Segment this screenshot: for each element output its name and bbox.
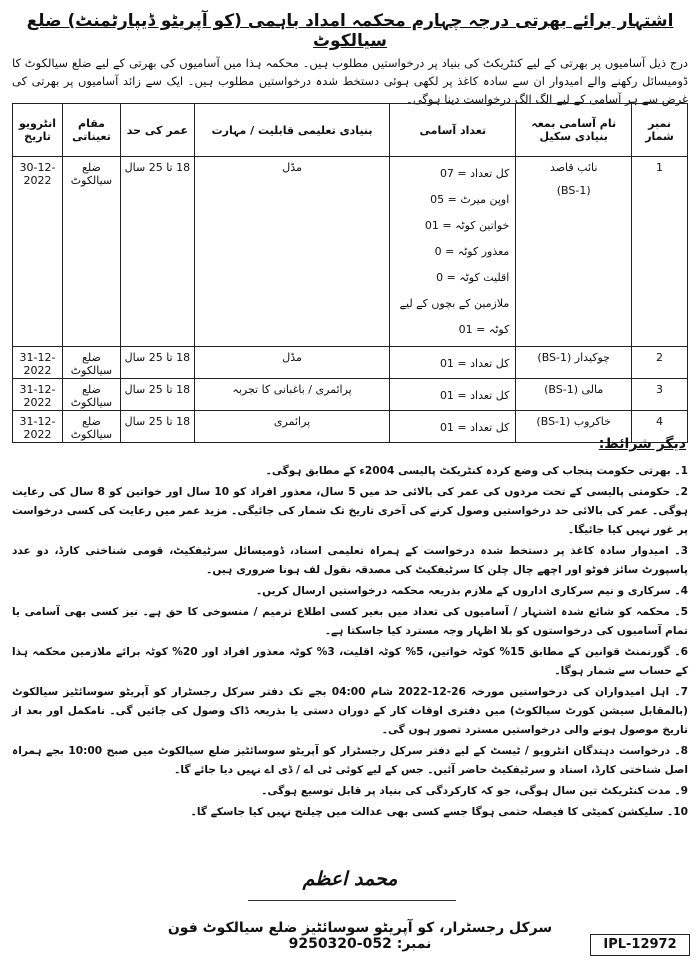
conditions-heading: دیگر شرائط: <box>598 436 686 452</box>
advertisement-title: اشتہار برائے بھرتی درجہ چہارم محکمہ امداد باہمی (کو آپریٹو ڈیپارٹمنٹ) ضلع سیالکوٹ <box>26 11 674 51</box>
header-count: تعداد آسامی <box>390 104 516 157</box>
posts-table <box>12 103 688 443</box>
condition-item: 7۔ اہل امیدواران کی درخواستیں مورخہ 26-12-2022 شام 04:00 بجے تک دفتر سرکل رجسٹرار کو آپریٹو سوسائٹیز سیالکوٹ (بالمقابل سیشن کورٹ سیالکوٹ) میں دفتری اوقات کار کے دوران دستی یا بذریعہ ڈاک وصول کی جائیں گی۔ نامکمل اور بعد از تاریخ موصول ہونے والی درخواستیں مسترد تصور ہوں گی۔ <box>12 686 688 736</box>
count-line: کل تعداد = 01 <box>439 389 510 402</box>
intro-paragraph: درج ذیل آسامیوں پر بھرتی کے لیے کنٹریکٹ کی بنیاد پر درخواستیں مطلوب ہیں۔ محکمہ ہذا میں آسامیوں کی بھرتی کے لیے ضلع سیالکوٹ کا ڈومیسائل رکھنے والے امیدوار ان سے سادہ کاغذ پر لکھی ہوئی دستخط شدہ درخواستیں مطلوب ہیں۔ ایک سے زائد آسامیوں پر بھرتی کی غرض سے ہر آسامی کے لیے الگ الگ درخواست دینا ہوگی۔ <box>12 56 688 106</box>
row-posting: ضلع سیالکوٹ <box>63 157 121 347</box>
row-post-name: نائب قاصد <box>549 161 598 174</box>
row-serial: 2 <box>632 347 688 379</box>
header-interview: انٹرویو تاریخ <box>13 104 63 157</box>
row-post: خاکروب (BS-1) <box>516 411 632 443</box>
header-post: نام آسامی بمعہ بنیادی سکیل <box>516 104 632 157</box>
row-qualification: پرائمری <box>194 411 390 443</box>
row-count <box>390 411 516 443</box>
row-interview: 31-12-2022 <box>13 347 63 379</box>
header-qualification: بنیادی تعلیمی قابلیت / مہارت <box>194 104 390 157</box>
signature: محمد اعظم <box>302 868 398 890</box>
condition-item: 4۔ سرکاری و نیم سرکاری اداروں کے ملازم بذریعہ محکمہ درخواستیں ارسال کریں۔ <box>255 585 688 597</box>
footer-contact: سرکل رجسٹرار، کو آپریٹو سوسائٹیز ضلع سیالکوٹ فون نمبر: 052-9250320 <box>167 920 553 952</box>
row-serial: 3 <box>632 379 688 411</box>
count-line: ملازمین کے بچوں کے لیے <box>399 297 510 310</box>
count-line: کل تعداد = 07 <box>439 167 510 180</box>
row-age: 18 تا 25 سال <box>120 157 194 347</box>
row-post: چوکیدار (BS-1) <box>516 347 632 379</box>
count-line: خواتین کوٹہ = 01 <box>424 219 510 232</box>
condition-item: 10۔ سلیکشن کمیٹی کا فیصلہ حتمی ہوگا جسے کسی بھی عدالت میں چیلنج نہیں کیا جاسکے گا۔ <box>190 806 688 818</box>
table-header-row <box>13 104 688 157</box>
condition-item: 3۔ امیدوار سادہ کاغذ پر دستخط شدہ درخواست کے ہمراہ تعلیمی اسناد، ڈومیسائل سرٹیفکیٹ، قومی شناختی کارڈ، دو عدد پاسپورٹ سائز فوٹو اور اچھے چال چلن کا سرٹیفکیٹ کی مصدقہ نقول لف ہونا ضروری ہیں۔ <box>12 545 688 576</box>
condition-item: 9۔ مدت کنٹریکٹ تین سال ہوگی، جو کہ کارکردگی کی بنیاد پر قابل توسیع ہوگی۔ <box>261 785 688 797</box>
row-posting: ضلع سیالکوٹ <box>63 379 121 411</box>
row-age: 18 تا 25 سال <box>120 411 194 443</box>
conditions-list <box>12 462 688 824</box>
signature-line <box>248 900 456 901</box>
row-age: 18 تا 25 سال <box>120 347 194 379</box>
count-line: اقلیت کوٹہ = 0 <box>436 271 510 284</box>
count-line: کل تعداد = 01 <box>439 421 510 434</box>
row-count <box>390 157 516 347</box>
row-count <box>390 347 516 379</box>
condition-item: 8۔ درخواست دہندگان انٹرویو / ٹیسٹ کے لیے دفتر سرکل رجسٹرار کو آپریٹو سوسائٹیز ضلع سیالکوٹ میں صبح 10:00 بجے ہمراہ اصل شناختی کارڈ، اسناد و سرٹیفکیٹ حاضر آئیں۔ جس کے لیے کوئی ٹی اے / ڈی اے نہیں دیا جائے گا۔ <box>12 745 688 776</box>
row-interview: 30-12-2022 <box>13 157 63 347</box>
row-interview: 31-12-2022 <box>13 379 63 411</box>
reference-number: IPL-12972 <box>590 934 690 956</box>
row-post <box>516 157 632 347</box>
condition-item: 6۔ گورنمنٹ قوانین کے مطابق 15% کوٹہ خواتین، 5% کوٹہ اقلیت، 3% کوٹہ معذور افراد اور 20% کوٹہ برائے ملازمین محکمہ ہذا کے حساب سے شمار ہوگا۔ <box>12 646 688 677</box>
row-interview: 31-12-2022 <box>13 411 63 443</box>
row-age: 18 تا 25 سال <box>120 379 194 411</box>
condition-item: 1۔ بھرتی حکومت پنجاب کی وضع کردہ کنٹریکٹ پالیسی 2004ء کے مطابق ہوگی۔ <box>265 465 688 477</box>
row-qualification: مڈل <box>194 347 390 379</box>
row-serial: 1 <box>632 157 688 347</box>
table-row <box>13 157 688 347</box>
table-row <box>13 379 688 411</box>
condition-item: 5۔ محکمہ کو شائع شدہ اشتہار / آسامیوں کی تعداد میں بغیر کسی اطلاع ترمیم / منسوخی کا حق ہے۔ نیز کسی بھی آسامی یا تمام آسامیوں کی درخواستوں کو بلا اظہار وجہ مسترد کیا جاسکتا ہے۔ <box>12 606 688 637</box>
count-line: کوٹہ = 01 <box>458 323 510 336</box>
row-post: مالی (BS-1) <box>516 379 632 411</box>
header-age: عمر کی حد <box>120 104 194 157</box>
row-count <box>390 379 516 411</box>
row-qualification: مڈل <box>194 157 390 347</box>
header-posting: مقام تعیناتی <box>63 104 121 157</box>
count-line: اوپن میرٹ = 05 <box>430 193 510 206</box>
condition-item: 2۔ حکومتی پالیسی کے تحت مردوں کی عمر کی بالائی حد میں 5 سال، معذور افراد کو 10 سال اور خواتین کو 8 سال کی رعایت ہوگی۔ عمر کی بالائی حد درخواستیں وصول کرنے کی آخری تاریخ تک شمار کی جائیگی۔ مزید عمر میں رعایت کی کسی درخواست پر غور نہیں کیا جائیگا۔ <box>12 486 688 536</box>
count-line: کل تعداد = 01 <box>439 357 510 370</box>
table-row <box>13 411 688 443</box>
row-serial: 4 <box>632 411 688 443</box>
row-posting: ضلع سیالکوٹ <box>63 411 121 443</box>
table-row <box>13 347 688 379</box>
row-qualification: پرائمری / باغبانی کا تجربہ <box>194 379 390 411</box>
header-serial: نمبر شمار <box>632 104 688 157</box>
row-post-scale: (BS-1) <box>556 184 591 197</box>
row-posting: ضلع سیالکوٹ <box>63 347 121 379</box>
count-line: معذور کوٹہ = 0 <box>434 245 510 258</box>
